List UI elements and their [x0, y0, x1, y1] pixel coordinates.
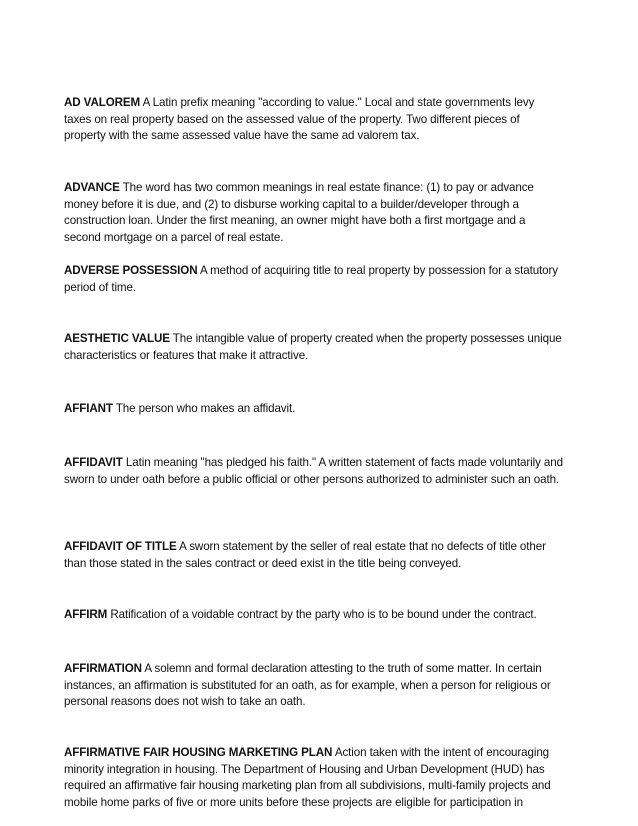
entry-term: ADVANCE: [64, 181, 120, 194]
glossary-entry-affiant: [64, 401, 564, 418]
entry-definition: A sworn statement by the seller of real estate that no defects of title other than those stated in the sales contract or deed exist in the title being conveyed.: [64, 540, 546, 570]
entry-term: AFFIDAVIT OF TITLE: [64, 540, 177, 553]
entry-definition: A solemn and formal declaration attesting to the truth of some matter. In certain instances, an affirmation is substituted for an oath, as for example, when a person for religious or personal reasons does not wish to take an oath.: [64, 662, 551, 709]
entry-term: ADVERSE POSSESSION: [64, 264, 198, 277]
entry-term: AFFIDAVIT: [64, 456, 123, 469]
entry-term: AESTHETIC VALUE: [64, 332, 170, 345]
glossary-entry-advance: [64, 180, 564, 246]
entry-definition: A method of acquiring title to real property by possession for a statutory period of time.: [64, 264, 558, 294]
entry-definition: The word has two common meanings in real estate finance: (1) to pay or advance money before it is due, and (2) to disburse working capital to a builder/developer through a construction loan. Under the first meaning, an owner might have both a first mortgage and a second mortgage on a parcel of real estate.: [64, 181, 534, 244]
entry-term: AFFIRMATIVE FAIR HOUSING MARKETING PLAN: [64, 746, 333, 759]
glossary-entry-affirmation: [64, 661, 564, 711]
entry-definition: A Latin prefix meaning "according to value." Local and state governments levy taxes on real property based on the assessed value of the property. Two different pieces of property with the same assessed value have the same ad valorem tax.: [64, 96, 535, 143]
entry-term: AFFIRM: [64, 608, 108, 621]
entry-term: AFFIRMATION: [64, 662, 142, 675]
glossary-entry-affidavit: [64, 455, 564, 488]
glossary-entry-affirmative-fair-housing-marketing-plan: [64, 745, 564, 811]
glossary-entry-ad-valorem: [64, 95, 564, 145]
glossary-entry-affidavit-of-title: [64, 539, 564, 572]
entry-term: AFFIANT: [64, 402, 113, 415]
glossary-entry-aesthetic-value: [64, 331, 564, 364]
entry-definition: Action taken with the intent of encouraging minority integration in housing. The Department of Housing and Urban Development (HUD) has required an affirmative fair housing marketing plan from all subdivisions, multi-family projects and mobile home parks of five or more units before these projects are eligible for participation in: [64, 746, 551, 809]
glossary-entry-affirm: [64, 607, 564, 624]
entry-definition: Latin meaning "has pledged his faith." A written statement of facts made voluntarily and sworn to under oath before a public official or other persons authorized to administer such an oath.: [64, 456, 563, 486]
entry-definition: The person who makes an affidavit.: [115, 402, 296, 415]
glossary-entry-adverse-possession: [64, 263, 564, 296]
entry-term: AD VALOREM: [64, 96, 141, 109]
entry-definition: The intangible value of property created when the property possesses unique characteristics or features that make it attractive.: [64, 332, 562, 362]
entry-definition: Ratification of a voidable contract by the party who is to be bound under the contract.: [110, 608, 537, 621]
